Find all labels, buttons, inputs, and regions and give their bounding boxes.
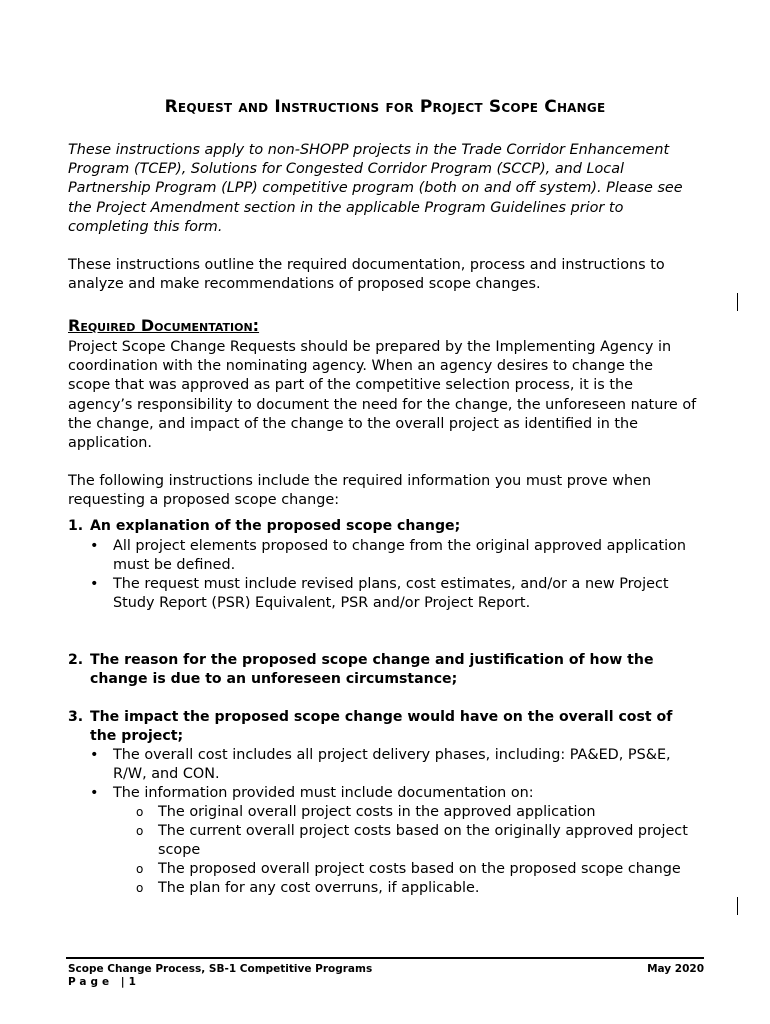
sub-bullet-text: The proposed overall project costs based on the proposed scope change bbox=[158, 861, 681, 877]
sub-bullet-text: The original overall project costs in the approved application bbox=[158, 804, 596, 820]
sub-bullet-item bbox=[136, 860, 702, 879]
bullet-item bbox=[90, 575, 700, 613]
sub-bullet-glyph: o bbox=[136, 824, 144, 838]
change-bar-mark bbox=[737, 897, 738, 915]
footer-date: May 2020 bbox=[647, 963, 704, 975]
list-item-3 bbox=[68, 708, 698, 746]
list-item-text: The impact the proposed scope change would have on the overall cost of the project; bbox=[90, 709, 673, 745]
bullet-text: The request must include revised plans, cost estimates, and/or a new Project Study Report (PSR) Equivalent, PSR and/or Project Report. bbox=[113, 576, 669, 612]
sub-bullet-item bbox=[136, 803, 702, 822]
outline-paragraph: These instructions outline the required documentation, process and instructions to analyze and make recommendations of proposed scope changes. bbox=[68, 257, 665, 293]
list-item-text: The reason for the proposed scope change and justification of how the change is due to an unforeseen circumstance; bbox=[90, 652, 654, 688]
sub-bullet-glyph: o bbox=[136, 862, 144, 876]
page-title: Request and Instructions for Project Scope Change bbox=[164, 97, 606, 117]
bullet-text: All project elements proposed to change from the original approved application must be defined. bbox=[113, 538, 687, 574]
sub-bullet-item bbox=[136, 822, 702, 860]
change-bar-mark bbox=[737, 293, 738, 311]
list-item-text: An explanation of the proposed scope change; bbox=[90, 518, 461, 534]
following-paragraph: The following instructions include the required information you must prove when requesting a proposed scope change: bbox=[68, 473, 652, 509]
list-item-number: 2. bbox=[68, 652, 84, 668]
list-item-number: 3. bbox=[68, 709, 84, 725]
footer-left-text: Scope Change Process, SB-1 Competitive Programs bbox=[68, 963, 373, 975]
intro-paragraph: These instructions apply to non-SHOPP projects in the Trade Corridor Enhancement Program (TCEP), Solutions for Congested Corridor Program (SCCP), and Local Partnership Program (LPP) competitive program (both on and off system). Please see the Project Amendment section in the applicable Program Guidelines prior to completing this form. bbox=[68, 142, 683, 235]
sub-bullet-text: The plan for any cost overruns, if applicable. bbox=[158, 880, 480, 896]
bullet-glyph: • bbox=[90, 576, 99, 592]
list-item-2 bbox=[68, 651, 698, 689]
bullet-glyph: • bbox=[90, 747, 99, 763]
bullet-text: The information provided must include documentation on: bbox=[113, 785, 534, 801]
bullet-item bbox=[90, 537, 700, 575]
required-documentation-body: Project Scope Change Requests should be prepared by the Implementing Agency in coordination with the nominating agency. When an agency desires to change the scope that was approved as part of the competitive selection process, it is the agency’s responsibility to document the need for the change, the unforeseen nature of the change, and impact of the change to the overall project as identified in the application. bbox=[68, 339, 697, 452]
sub-bullet-glyph: o bbox=[136, 805, 144, 819]
bullet-item bbox=[90, 784, 700, 803]
bullet-glyph: • bbox=[90, 538, 99, 554]
bullet-glyph: • bbox=[90, 785, 99, 801]
footer-rule bbox=[66, 957, 704, 959]
sub-bullet-item bbox=[136, 879, 702, 898]
page-number: Page |1 bbox=[68, 976, 140, 988]
bullet-text: The overall cost includes all project delivery phases, including: PA&ED, PS&E, R/W, and CON. bbox=[113, 747, 671, 783]
bullet-item bbox=[90, 746, 700, 784]
sub-bullet-glyph: o bbox=[136, 881, 144, 895]
list-item-number: 1. bbox=[68, 518, 84, 534]
sub-bullet-text: The current overall project costs based on the originally approved project scope bbox=[158, 823, 688, 859]
list-item-1 bbox=[68, 517, 698, 536]
required-documentation-heading: Required Documentation: bbox=[68, 316, 260, 335]
